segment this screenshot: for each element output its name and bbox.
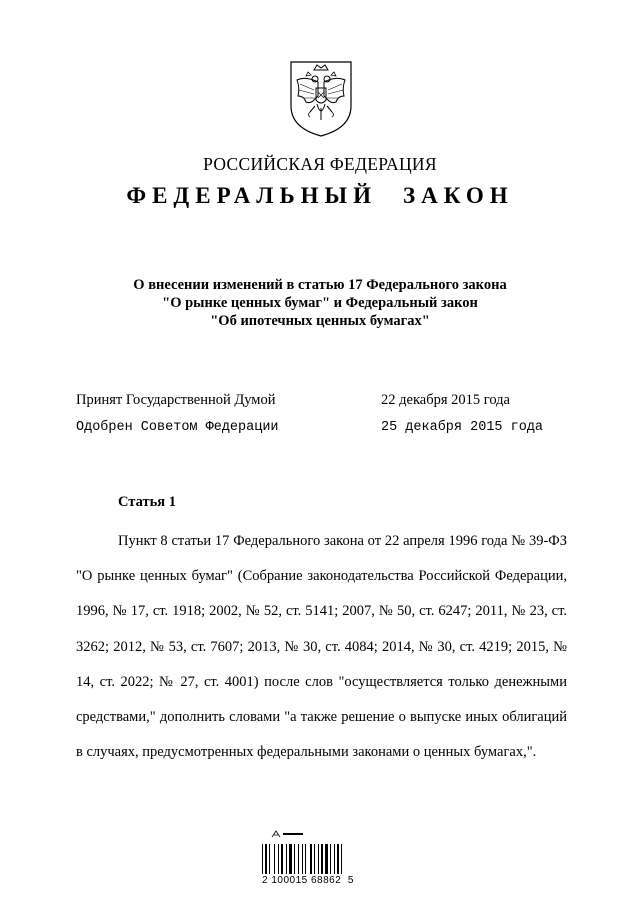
country-name: РОССИЙСКАЯ ФЕДЕРАЦИЯ	[203, 154, 437, 174]
law-subject	[0, 276, 640, 330]
barcode-icon	[262, 844, 374, 874]
article-1-text: Пункт 8 статьи 17 Федерального закона от 22 апреля 1996 года № 39-ФЗ "О рынке ценных бумаг" (Собрание законодательства Российской Федерации, 1996, № 17, ст. 1918; 2002, № 52, ст. 5141; 2007, № 50, ст. 6247; 2011, № 23, ст. 3262; 2012, № 53, ст. 7607; 2013, № 30, ст. 4084; 2014, № 30, ст. 4219; 2015, № 14, ст. 2022; № 27, ст. 4001) после слов "осуществляется только денежными средствами," дополнить словами "а также решение о выпуске иных облигаций в случаях, предусмотренных федеральными законами о ценных бумагах,".	[76, 533, 567, 761]
subject-line-1: О внесении изменений в статью 17 Федерального закона	[133, 277, 507, 293]
barcode-logo-icon	[270, 829, 310, 839]
coat-of-arms-icon	[288, 60, 354, 138]
article-1-heading: Статья 1	[118, 494, 176, 510]
law-word-federal: ФЕДЕРАЛЬНЫЙ	[126, 183, 378, 208]
council-approval-label: Одобрен Советом Федерации	[76, 420, 279, 435]
document-barcode	[262, 826, 374, 886]
council-approval-date: 25 декабря 2015 года	[381, 420, 544, 435]
subject-line-3: "Об ипотечных ценных бумагах"	[210, 313, 430, 329]
document-type-title	[0, 183, 640, 209]
barcode-number: 2 100015 68862 5	[262, 875, 354, 886]
subject-line-2: "О рынке ценных бумаг" и Федеральный закон	[162, 295, 478, 311]
law-word-law: ЗАКОН	[403, 183, 514, 208]
duma-adoption-label: Принят Государственной Думой	[76, 392, 276, 408]
duma-adoption-date: 22 декабря 2015 года	[381, 392, 510, 408]
